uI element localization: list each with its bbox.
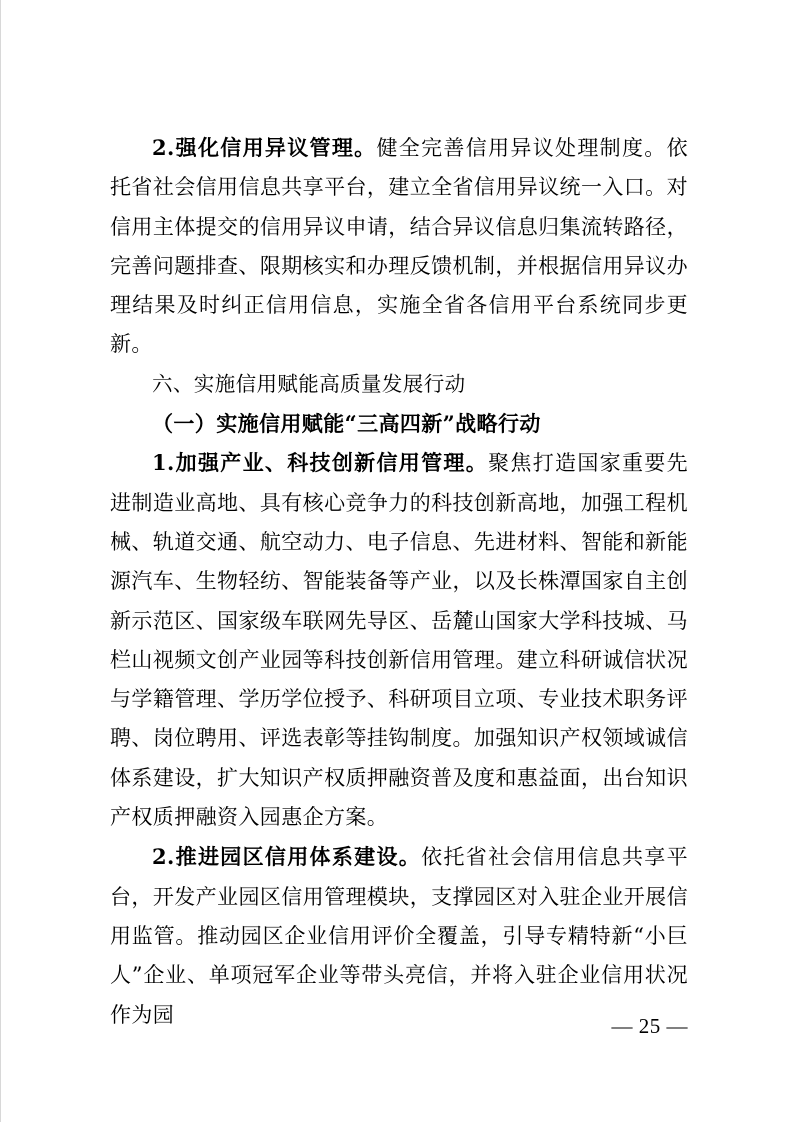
page-edge (0, 0, 1, 1122)
paragraph-text: 依托省社会信用信息共享平台，开发产业园区信用管理模块，支撑园区对入驻企业开展信用监管。推动园区企业信用评价全覆盖，引导专精特新“小巨人”企业、单项冠军企业等带头亮信，并将入驻企业信用状况作为园 (110, 845, 688, 1027)
paragraph-credit-objection (110, 128, 688, 365)
paragraph-industry-tech-credit (110, 443, 688, 837)
section-heading-6: 六、实施信用赋能高质量发展行动 (152, 371, 466, 396)
subsection-heading-1: （一）实施信用赋能“三高四新”战略行动 (152, 411, 541, 437)
paragraph-lead-title: 2.强化信用异议管理。 (152, 135, 377, 160)
paragraph-text: 健全完善信用异议处理制度。依托省社会信用信息共享平台，建立全省信用异议统一入口。对信用主体提交的信用异议申请，结合异议信息归集流转路径，完善问题排查、限期核实和办理反馈机制，并根据信用异议办理结果及时纠正信用信息，实施全省各信用平台系统同步更新。 (110, 136, 688, 357)
paragraph-park-credit-system (110, 837, 688, 1034)
paragraph-lead-title: 2.推进园区信用体系建设。 (152, 844, 422, 870)
paragraph-text: 聚焦打造国家重要先进制造业高地、具有核心竞争力的科技创新高地，加强工程机械、轨道交通、航空动力、电子信息、先进材料、智能和新能源汽车、生物轻纺、智能装备等产业，以及长株潭国家自主创新示范区、国家级车联网先导区、岳麓山国家大学科技城、马栏山视频文创产业园等科技创新信用管理。建立科研诚信状况与学籍管理、学历学位授予、科研项目立项、专业技术职务评聘、岗位聘用、评选表彰等挂钩制度。加强知识产权领域诚信体系建设，扩大知识产权质押融资普及度和惠益面，出台知识产权质押融资入园惠企方案。 (110, 451, 688, 830)
document-body (110, 128, 688, 1035)
page-number: — 25 — (611, 1014, 688, 1038)
paragraph-lead-title: 1.加强产业、科技创新信用管理。 (152, 450, 489, 476)
